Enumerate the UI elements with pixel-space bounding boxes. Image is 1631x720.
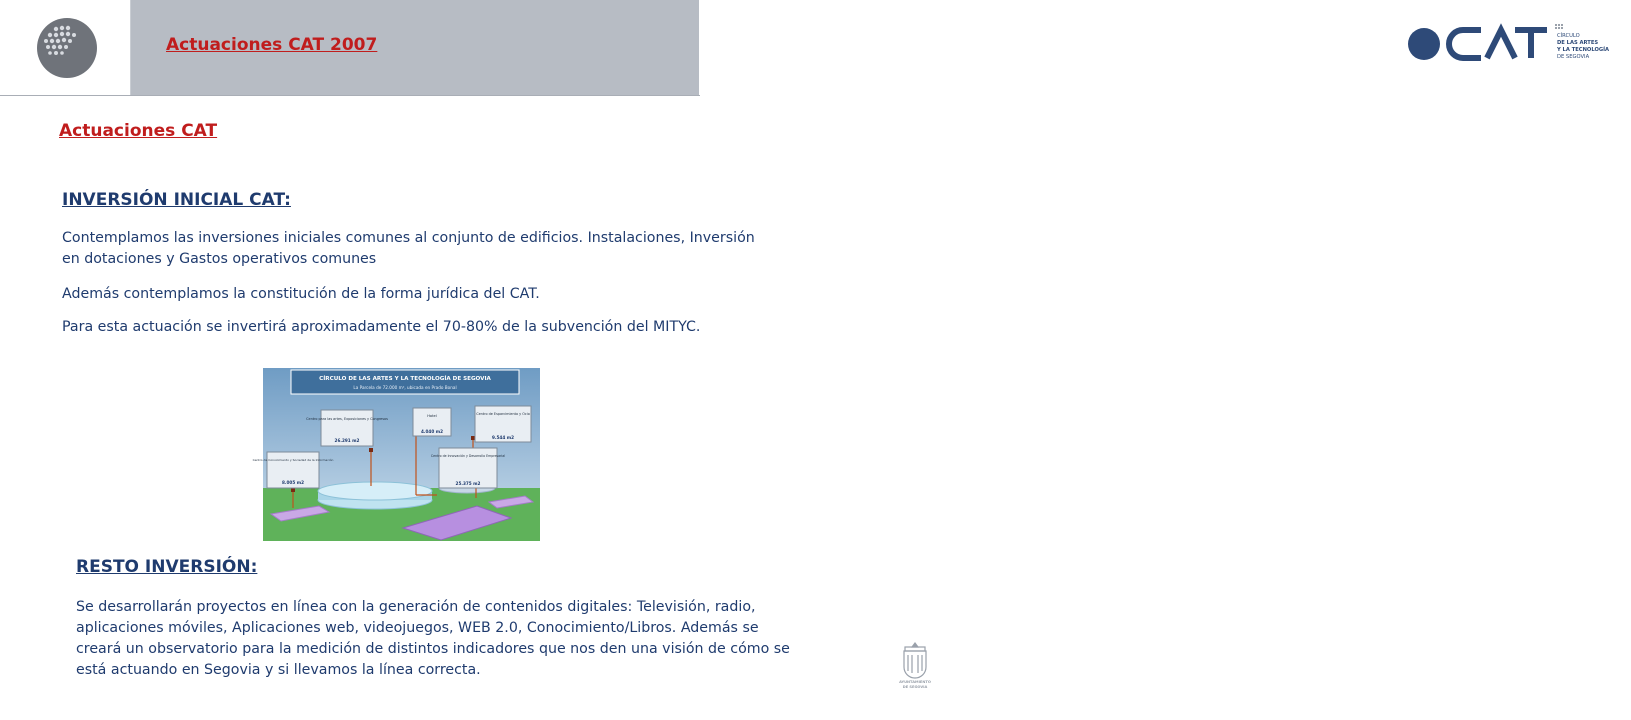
crest-caption-line-2: DE SEGOVIA	[902, 685, 928, 689]
diagram-label-artes: Centro para las artes, Exposiciones y Congresos	[306, 417, 388, 421]
ayuntamiento-crest-icon	[893, 641, 937, 691]
cat-logo-dot-icon	[1408, 28, 1440, 60]
diagram-area-artes: 26.291 m2	[334, 438, 360, 443]
site-plan-diagram	[252, 368, 540, 541]
cat-tagline-line-2: DE LAS ARTES	[1557, 40, 1599, 46]
inversion-paragraph-3: Para esta actuación se invertirá aproximadamente el 70-80% de la subvención del MITYC.	[62, 319, 701, 335]
diagram-subtitle: La Parcela de 72.000 m², ubicada en Prado Bonal	[353, 385, 457, 390]
cat-tagline-line-4: DE SEGOVIA	[1557, 54, 1590, 60]
diagram-label-innovacion: Centro de Innovación y Desarrollo Empresarial	[430, 454, 506, 458]
inversion-paragraph-2: Además contemplamos la constitución de la forma jurídica del CAT.	[62, 286, 540, 302]
diagram-area-hotel: 4.040 m2	[421, 429, 443, 434]
crest-caption-line-1: AYUNTAMIENTO	[899, 680, 931, 684]
diagram-area-conocimiento: 8.005 m2	[282, 480, 304, 485]
diagram-label-ocio: Centro de Esparcimiento y Ocio	[476, 412, 530, 416]
cat-logo	[1407, 22, 1631, 72]
diagram-title: CÍRCULO DE LAS ARTES Y LA TECNOLOGÍA DE SEGOVIA	[319, 376, 491, 382]
inversion-inicial-heading: INVERSIÓN INICIAL CAT:	[62, 190, 291, 210]
inversion-paragraph-1: Contemplamos las inversiones iniciales comunes al conjunto de edificios. Instalaciones, Inversión en dotaciones y Gastos operativos comunes	[62, 230, 755, 267]
header-logo-panel	[0, 0, 131, 95]
cat-tagline-line-3: Y LA TECNOLOGÍA	[1557, 47, 1610, 53]
cat-logo-panel	[699, 0, 1610, 95]
sphere-logo-icon	[36, 17, 98, 79]
resto-inversion-paragraph: Se desarrollarán proyectos en línea con la generación de contenidos digitales: Televisión, radio, aplicaciones móviles, Aplicaciones web, videojuegos, WEB 2.0, Conocimiento/Libros. Además se creará un observatorio para la medición de distintos indicadores que nos den una visión de cómo se está actuando en Segovia y si llevamos la línea correcta.	[76, 599, 790, 678]
diagram-area-ocio: 9.544 m2	[492, 435, 514, 440]
diagram-label-hotel: Hotel	[427, 414, 437, 418]
section-title: Actuaciones CAT	[59, 121, 218, 141]
resto-inversion-heading: RESTO INVERSIÓN:	[76, 557, 258, 577]
diagram-area-innovacion: 25.375 m2	[455, 481, 481, 486]
page-header-title: Actuaciones CAT 2007	[166, 35, 378, 55]
diagram-label-conocimiento: Centro de Conocimiento y Sociedad de la Información	[252, 458, 334, 462]
cat-tagline-line-1: CÍRCULO	[1557, 33, 1580, 39]
header-divider	[0, 95, 700, 96]
